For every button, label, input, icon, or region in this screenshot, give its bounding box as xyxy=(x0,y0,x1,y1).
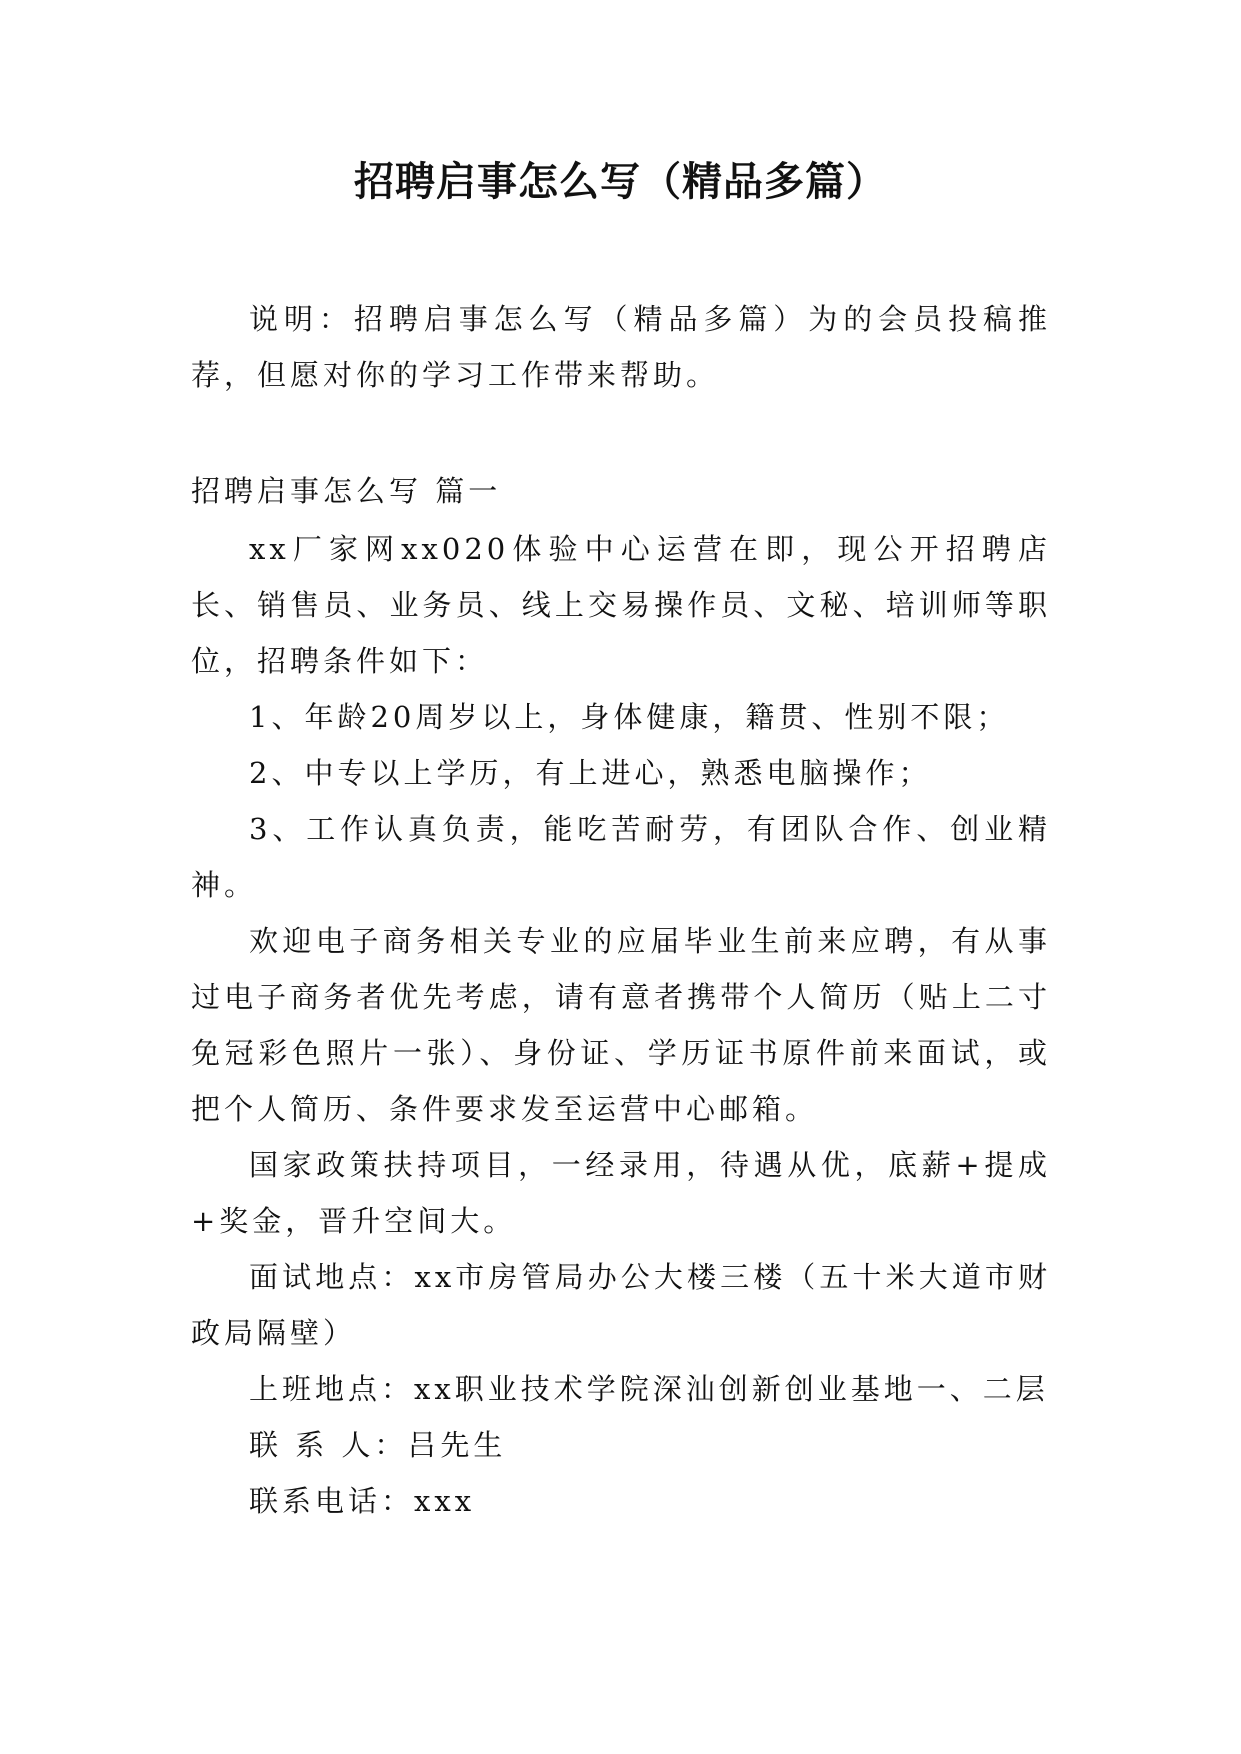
document-note xyxy=(191,291,1051,403)
note-paragraph: 说明：招聘启事怎么写（精品多篇）为的会员投稿推荐，但愿对你的学习工作带来帮助。 xyxy=(191,302,1051,392)
paragraph-benefits: 国家政策扶持项目，一经录用，待遇从优，底薪+提成+奖金，晋升空间大。 xyxy=(191,1148,1051,1238)
paragraph-requirement-3: 3、工作认真负责，能吃苦耐劳，有团队合作、创业精神。 xyxy=(191,812,1051,902)
paragraph-interview-location: 面试地点：xx市房管局办公大楼三楼（五十米大道市财政局隔壁） xyxy=(191,1260,1051,1350)
paragraph-intro: xx厂家网xx020体验中心运营在即，现公开招聘店长、销售员、业务员、线上交易操作员、文秘、培训师等职位，招聘条件如下： xyxy=(191,532,1051,678)
paragraph-contact-person: 联 系 人：吕先生 xyxy=(249,1428,507,1462)
paragraph-work-location: 上班地点：xx职业技术学院深汕创新创业基地一、二层 xyxy=(249,1372,1049,1406)
paragraph-requirement-2: 2、中专以上学历，有上进心，熟悉电脑操作； xyxy=(249,756,932,790)
paragraph-contact-phone: 联系电话：xxx xyxy=(249,1484,476,1518)
document-body xyxy=(191,463,1051,1529)
section-heading: 招聘启事怎么写 篇一 xyxy=(191,474,502,508)
paragraph-welcome: 欢迎电子商务相关专业的应届毕业生前来应聘，有从事过电子商务者优先考虑，请有意者携带个人简历（贴上二寸免冠彩色照片一张）、身份证、学历证书原件前来面试，或把个人简历、条件要求发至运营中心邮箱。 xyxy=(191,924,1051,1126)
document-title: 招聘启事怎么写（精品多篇） xyxy=(354,158,887,205)
paragraph-requirement-1: 1、年龄20周岁以上，身体健康，籍贯、性别不限； xyxy=(249,700,1010,734)
